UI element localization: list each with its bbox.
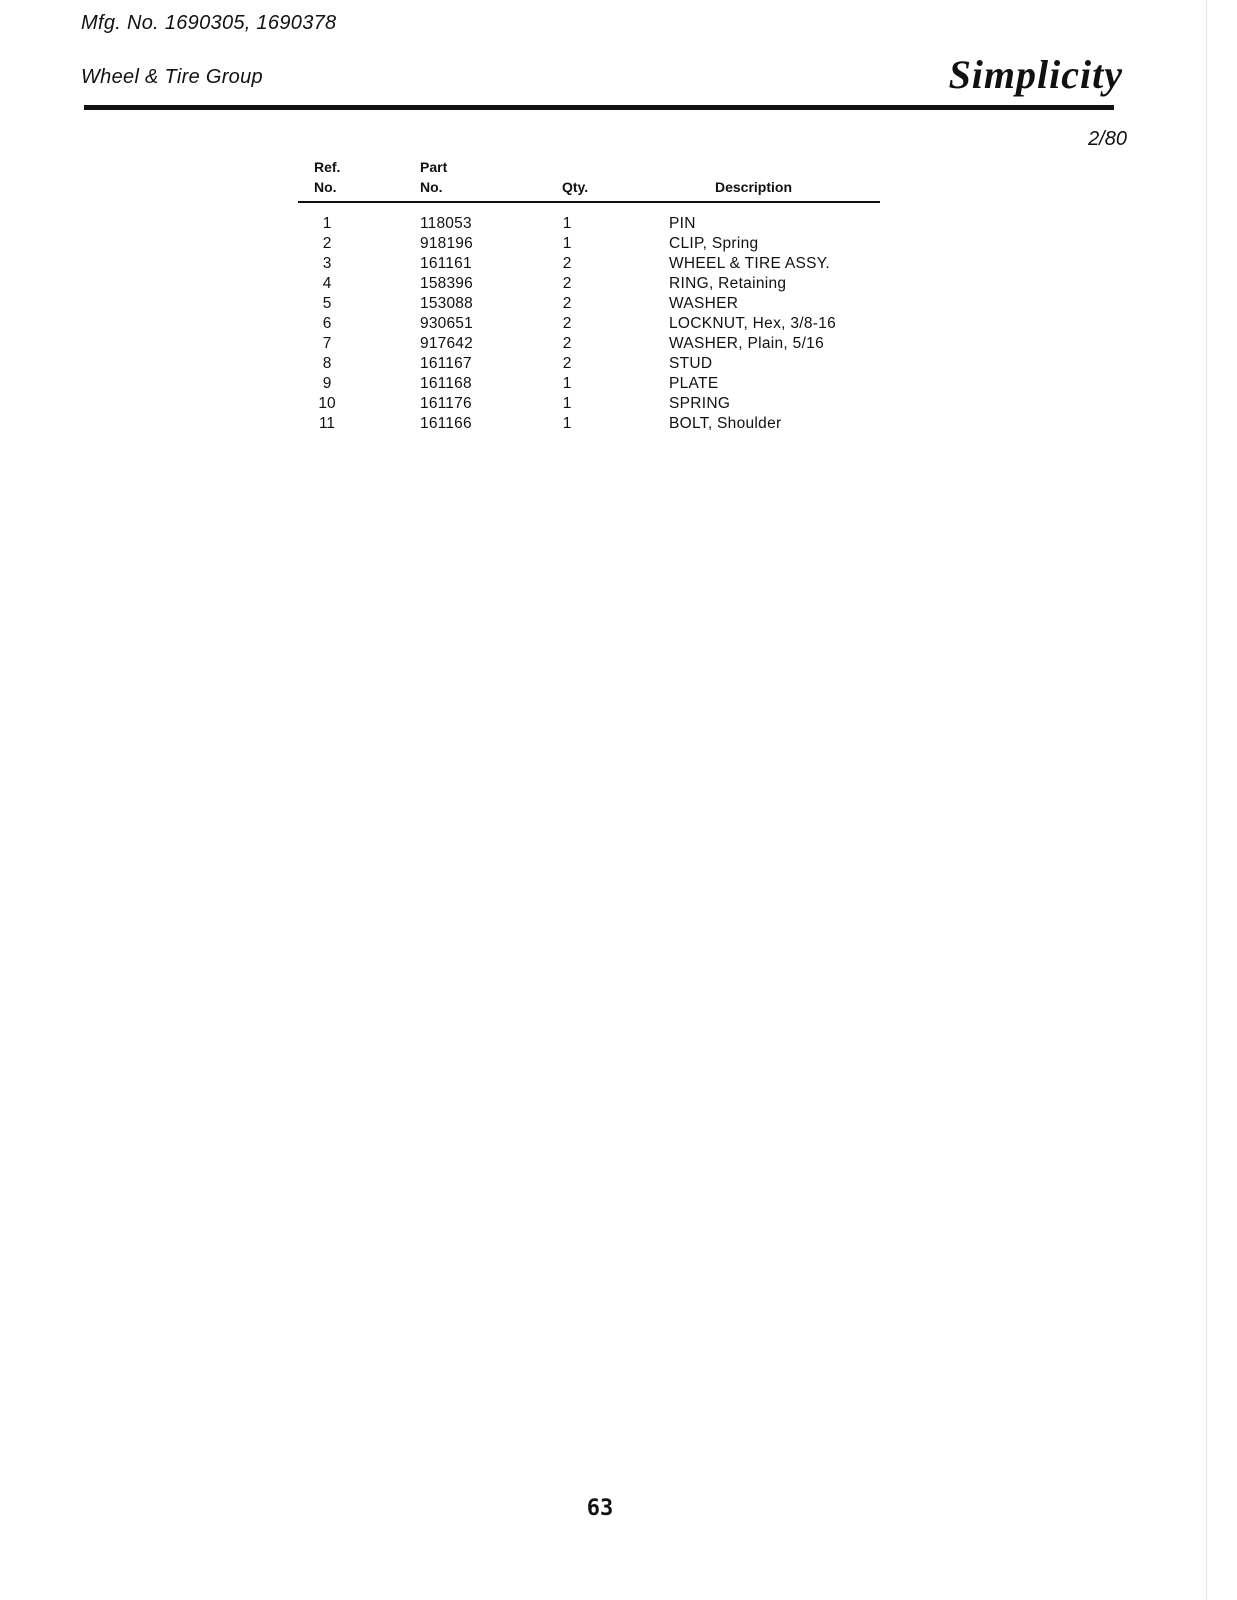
table-row <box>298 214 880 234</box>
qty-cell: 2 <box>562 355 572 372</box>
ref-cell: 7 <box>322 335 332 352</box>
revision-date: 2/80 <box>1088 128 1127 150</box>
parts-table <box>298 157 880 434</box>
header-description: Description <box>715 179 793 195</box>
ref-cell: 4 <box>322 275 332 292</box>
simplicity-logo <box>905 50 1125 98</box>
ref-cell: 6 <box>322 315 332 332</box>
ref-cell: 9 <box>322 375 332 392</box>
qty-cell: 1 <box>562 235 572 252</box>
brand-logo-text: Simplicity <box>948 52 1123 97</box>
table-row <box>298 294 880 314</box>
table-row <box>298 314 880 334</box>
part-cell: 153088 <box>420 295 473 312</box>
qty-cell: 1 <box>562 375 572 392</box>
description-cell: RING, Retaining <box>669 275 787 292</box>
ref-cell: 10 <box>318 395 336 412</box>
description-cell: STUD <box>669 355 713 372</box>
brand-logo <box>905 50 1125 98</box>
part-cell: 918196 <box>420 235 473 252</box>
ref-cell: 11 <box>318 415 336 432</box>
ref-cell: 5 <box>322 295 332 312</box>
part-cell: 917642 <box>420 335 473 352</box>
header-part-no: Part No. <box>420 159 448 195</box>
part-cell: 118053 <box>420 215 472 232</box>
qty-cell: 2 <box>562 295 572 312</box>
group-title: Wheel & Tire Group <box>81 66 263 88</box>
part-cell: 161168 <box>420 375 472 392</box>
ref-cell: 8 <box>322 355 332 372</box>
description-cell: PLATE <box>669 375 719 392</box>
qty-cell: 2 <box>562 335 572 352</box>
table-row <box>298 374 880 394</box>
qty-cell: 1 <box>562 215 572 232</box>
qty-cell: 1 <box>562 415 572 432</box>
description-cell: SPRING <box>669 395 731 412</box>
description-cell: BOLT, Shoulder <box>669 415 782 432</box>
part-cell: 158396 <box>420 275 473 292</box>
part-cell: 161161 <box>420 255 472 272</box>
ref-cell: 3 <box>322 255 332 272</box>
table-row <box>298 354 880 374</box>
ref-cell: 2 <box>322 235 332 252</box>
page-number: 63 <box>586 1496 614 1521</box>
table-row <box>298 334 880 354</box>
header-rule <box>84 105 1114 110</box>
description-cell: CLIP, Spring <box>669 235 759 252</box>
description-cell: WHEEL & TIRE ASSY. <box>669 255 831 272</box>
scan-edge-line <box>1206 0 1207 1600</box>
qty-cell: 2 <box>562 315 572 332</box>
description-cell: WASHER, Plain, 5/16 <box>669 335 825 352</box>
ref-cell: 1 <box>322 215 332 232</box>
part-cell: 161166 <box>420 415 472 432</box>
description-cell: PIN <box>669 215 696 232</box>
part-cell: 930651 <box>420 315 473 332</box>
description-cell: LOCKNUT, Hex, 3/8-16 <box>669 315 837 332</box>
table-row <box>298 394 880 414</box>
qty-cell: 1 <box>562 395 572 412</box>
table-row <box>298 234 880 254</box>
mfg-number: Mfg. No. 1690305, 1690378 <box>81 12 337 34</box>
header-qty: Qty. <box>562 179 589 195</box>
part-cell: 161167 <box>420 355 472 372</box>
table-body <box>298 203 880 434</box>
qty-cell: 2 <box>562 255 572 272</box>
header-ref-no: Ref. No. <box>314 159 341 195</box>
qty-cell: 2 <box>562 275 572 292</box>
part-cell: 161176 <box>420 395 472 412</box>
description-cell: WASHER <box>669 295 739 312</box>
table-row <box>298 254 880 274</box>
table-row <box>298 274 880 294</box>
table-header <box>298 157 880 203</box>
table-row <box>298 414 880 434</box>
